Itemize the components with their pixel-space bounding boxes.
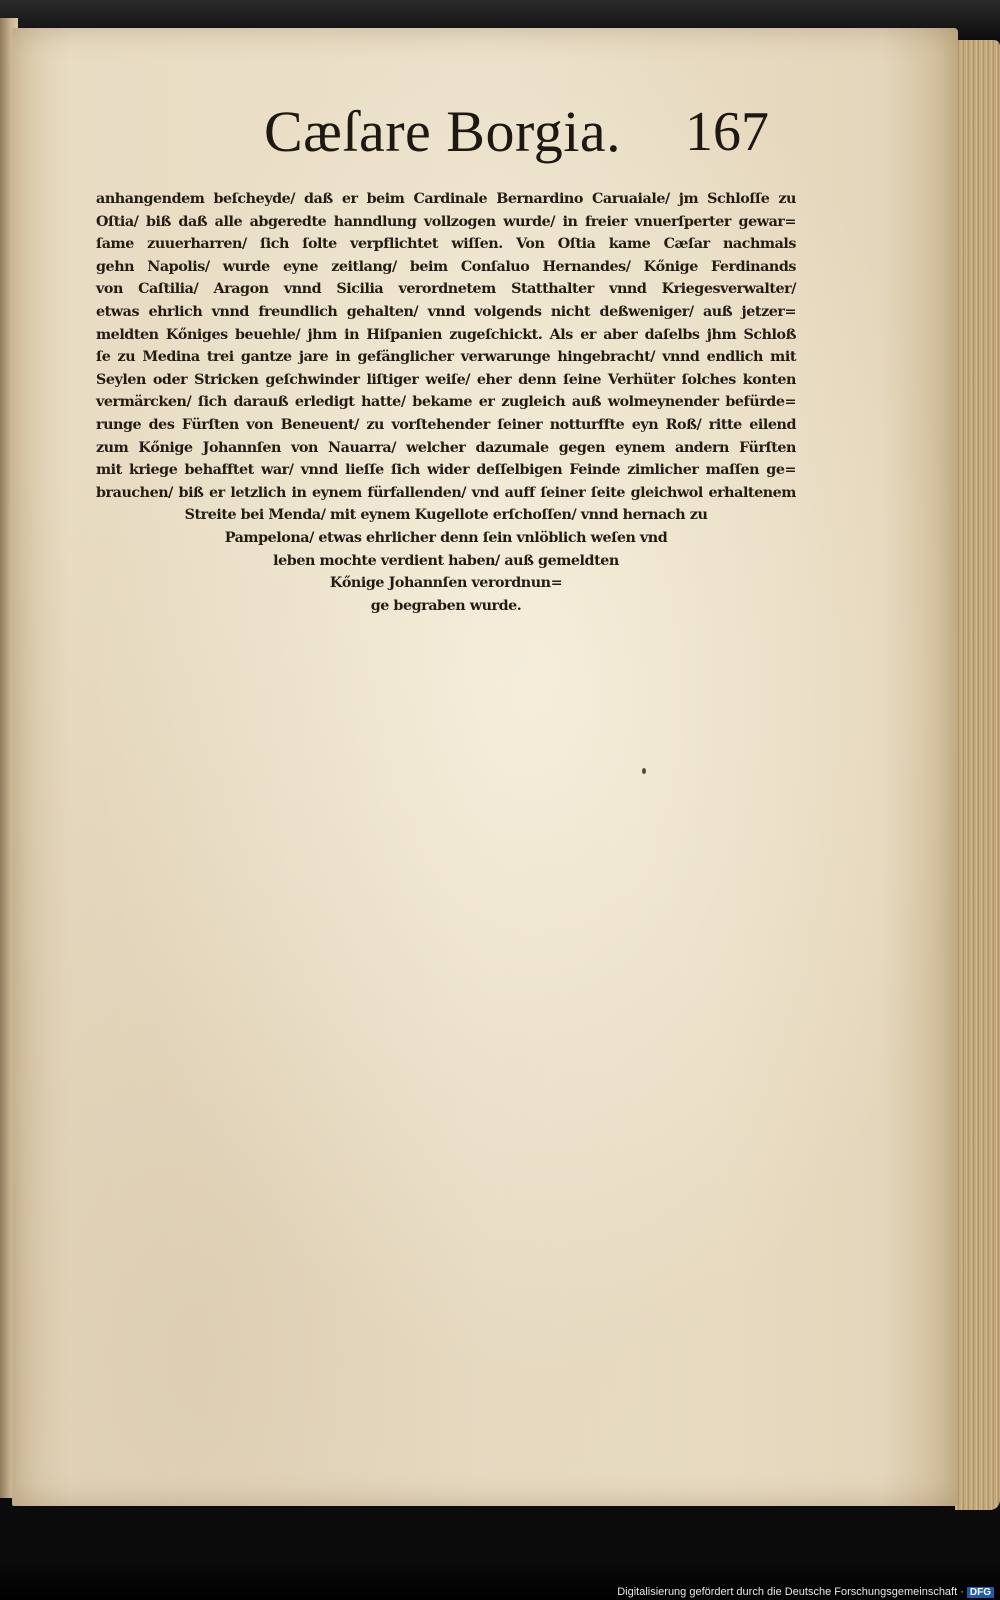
page-edges [955,40,1000,1510]
text-line: brauchen/ biß er letzlich in eynem fürfallenden/ vnd auff ſeiner ſeite gleichwol erhaltenem [96,484,796,501]
tail-line: Streite bei Menda/ mit eynem Kugellote erſchoſſen/ vnnd hernach zu [184,507,708,524]
page-number: 167 [685,101,769,163]
digitization-credit [617,1586,994,1598]
text-line: etwas ehrlich vnnd freundlich gehalten/ vnnd volgends nicht deßweniger/ auß jetzer= [96,303,796,320]
body-text [96,188,796,617]
tail-line: Pampelona/ etwas ehrlicher denn ſein vnlöblich weſen vnd [224,529,668,546]
dfg-logo: DFG [967,1587,994,1598]
text-line: zum Kőnige Johannſen von Nauarra/ welcher dazumale gegen eynem andern Fürſten [96,439,796,456]
text-line: gehn Napolis/ wurde eyne zeitlang/ beim Conſaluo Hernandes/ Kőnige Ferdinands [96,258,796,275]
tail-line: Kőnige Johannſen verordnun= [329,575,563,592]
text-line: vermärcken/ ſich darauß erledigt hatte/ bekame er zugleich auß wolmeynender befürde= [96,394,796,411]
text-line: mit kriege behafftet war/ vnnd lieſſe ſich wider deſſelbigen Feinde zimlicher maſſen ge= [96,462,796,479]
text-line: ſame zuuerharren/ ſich ſolte verpflichtet wiſſen. Von Oſtia kame Cæſar nachmals [96,236,796,253]
credit-text: Digitalisierung gefördert durch die Deutsche Forschungsgemeinschaft · [617,1586,964,1598]
text-line: von Caſtilia/ Aragon vnnd Sicilia verordnetem Statthalter vnnd Kriegesverwalter/ [96,281,796,298]
text-line: Seylen oder Stricken geſchwinder liſtiger weiſe/ eher denn ſeine Verhüter ſolches konten [96,371,796,388]
running-head [12,98,958,178]
text-line: anhangendem beſcheyde/ daß er beim Cardinale Bernardino Caruaiale/ jm Schloſſe zu [96,191,796,207]
tail-line: ge begraben wurde. [370,597,522,614]
text-line: ſe zu Medina trei gantze jare in gefänglicher verwarunge hingebracht/ vnnd endlich mit [96,349,796,366]
text-line: runge des Fürſten von Beneuent/ zu vorſtehender ſeiner notturffte eyn Roß/ ritte eilend [96,416,796,433]
paper-speck [642,768,646,774]
book-page [12,28,958,1506]
tail-line: leben mochte verdient haben/ auß gemeldten [273,552,619,569]
text-line: meldten Kőniges beuehle/ jhm in Hiſpanien zugeſchickt. Als er aber daſelbs jhm Schloß [96,326,796,343]
running-head-title: Cæſare Borgia. [264,99,622,164]
text-line: Oſtia/ biß daß alle abgeredte hanndlung vollzogen wurde/ in freier vnuerſperter gewar= [96,213,796,230]
